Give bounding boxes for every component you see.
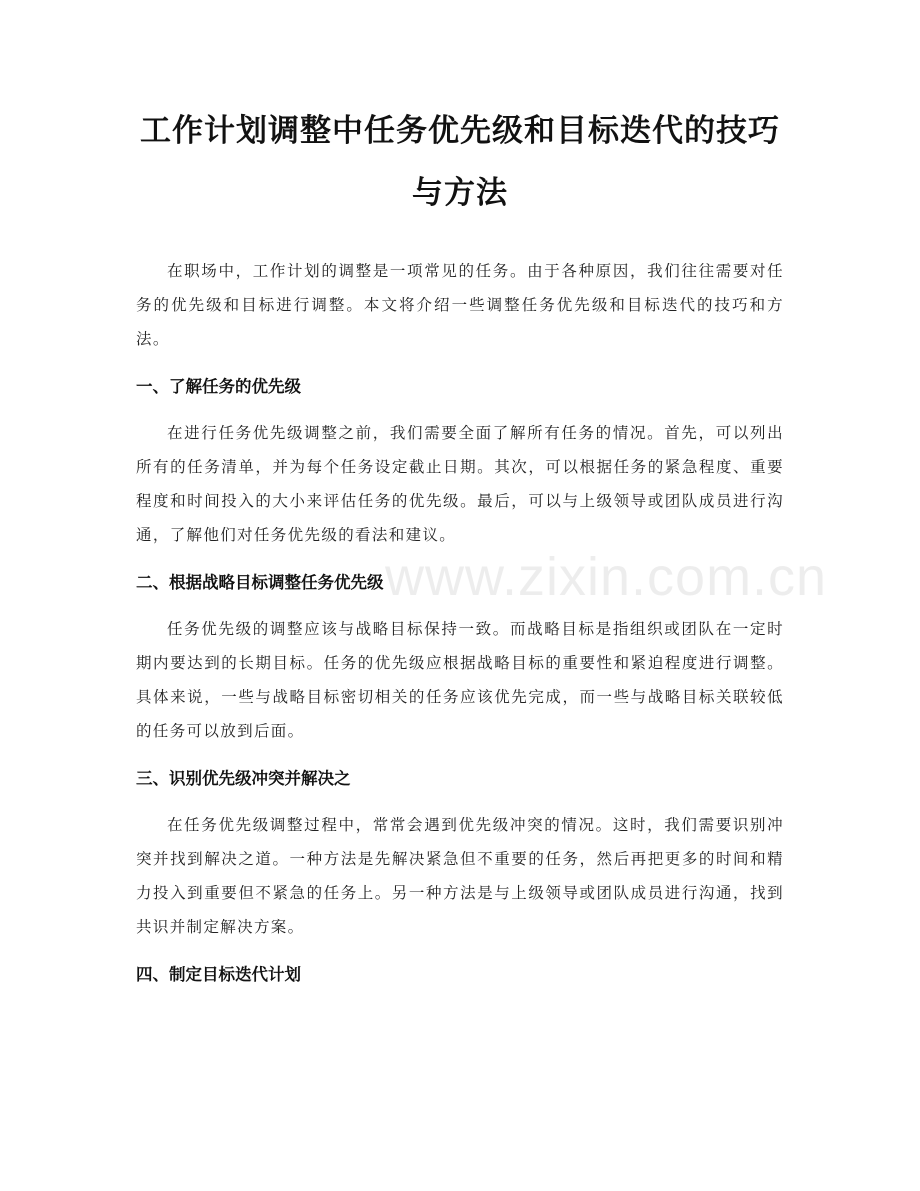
section-3 [136, 762, 784, 944]
intro-paragraph: 在职场中，工作计划的调整是一项常见的任务。由于各种原因，我们往往需要对任务的优先级和目标进行调整。本文将介绍一些调整任务优先级和目标迭代的技巧和方法。 [136, 262, 784, 348]
section-heading: 一、了解任务的优先级 [136, 377, 301, 396]
section-heading: 三、识别优先级冲突并解决之 [136, 769, 351, 788]
section-heading: 二、根据战略目标调整任务优先级 [136, 573, 384, 592]
watermark-text: www.zixin.com.cn [385, 547, 828, 607]
section-4 [136, 958, 784, 992]
document-title: 工作计划调整中任务优先级和目标迭代的技巧与方法 [140, 113, 780, 211]
section-paragraph: 在任务优先级调整过程中，常常会遇到优先级冲突的情况。这时，我们需要识别冲突并找到解决之道。一种方法是先解决紧急但不重要的任务，然后再把更多的时间和精力投入到重要但不紧急的任务上。另一种方法是与上级领导或团队成员进行沟通，找到共识并制定解决方案。 [136, 816, 784, 936]
section-paragraph: 在进行任务优先级调整之前，我们需要全面了解所有任务的情况。首先，可以列出所有的任务清单，并为每个任务设定截止日期。其次，可以根据任务的紧急程度、重要程度和时间投入的大小来评估任务的优先级。最后，可以与上级领导或团队成员进行沟通，了解他们对任务优先级的看法和建议。 [136, 424, 784, 544]
section-2 [136, 566, 784, 748]
section-heading: 四、制定目标迭代计划 [136, 965, 301, 984]
section-1 [136, 370, 784, 552]
section-paragraph: 任务优先级的调整应该与战略目标保持一致。而战略目标是指组织或团队在一定时期内要达到的长期目标。任务的优先级应根据战略目标的重要性和紧迫程度进行调整。具体来说，一些与战略目标密切相关的任务应该优先完成，而一些与战略目标关联较低的任务可以放到后面。 [136, 620, 784, 740]
